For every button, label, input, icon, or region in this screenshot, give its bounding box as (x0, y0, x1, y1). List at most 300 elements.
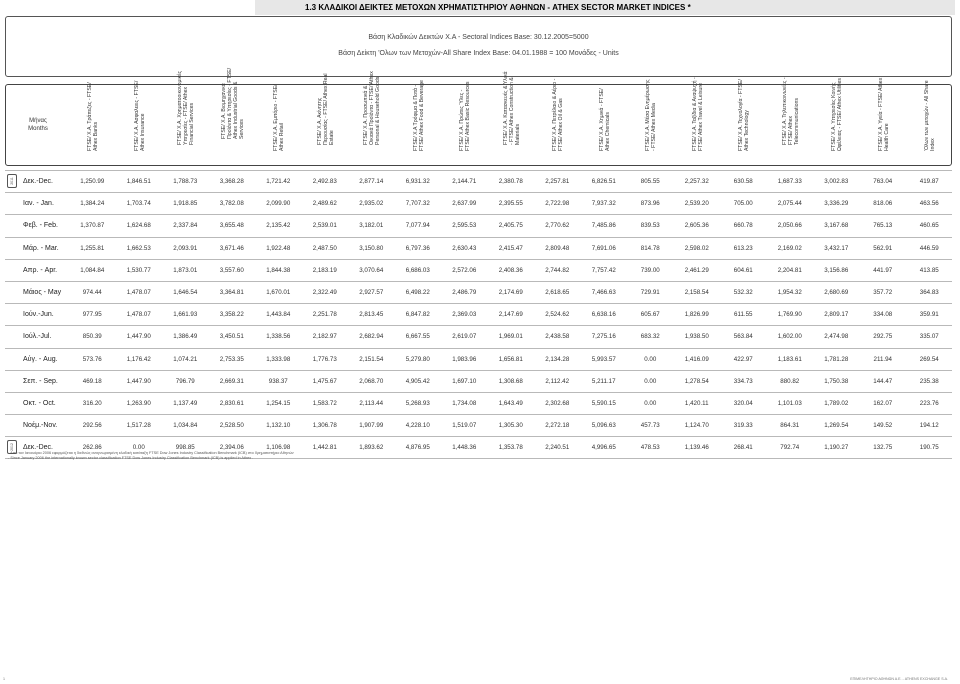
value-cell: 3,167.68 (824, 222, 849, 230)
value-cell: 613.23 (733, 244, 753, 252)
value-cell: 1,132.10 (266, 422, 291, 430)
value-cell: 2,637.99 (452, 200, 477, 208)
column-header (303, 73, 350, 163)
column-header (675, 77, 722, 163)
value-cell: 1,907.99 (359, 422, 384, 430)
value-cell: 796.79 (175, 377, 195, 385)
value-cell: 850.39 (82, 333, 102, 341)
value-cell: 4,876.95 (405, 444, 430, 452)
table-row (5, 392, 952, 414)
value-cell: 1,873.01 (173, 266, 198, 274)
month-cell: Σεπ. - Sep. (23, 377, 58, 385)
value-cell: 413.85 (919, 266, 939, 274)
value-cell: 6,826.51 (591, 178, 616, 185)
table-row (5, 237, 952, 259)
column-header (256, 84, 303, 163)
column-header-label: FTSE/ Χ.Α. Προσωπικά & Οικιακά Προϊόντα - FTSE/ Athex Personal & Household Goods (363, 71, 382, 145)
value-cell: 2,099.90 (266, 200, 291, 208)
value-cell: 630.58 (733, 178, 753, 185)
value-cell: 1,670.01 (266, 288, 291, 296)
value-cell: 478.53 (640, 444, 660, 452)
value-cell: 2,813.45 (359, 311, 384, 319)
value-cell: 1,475.67 (312, 377, 337, 385)
value-cell: 2,369.03 (452, 311, 477, 319)
value-cell: 6,931.32 (405, 178, 430, 185)
value-cell: 839.53 (640, 222, 660, 230)
value-cell: 1,139.46 (684, 444, 709, 452)
value-cell: 1,263.90 (126, 399, 151, 407)
value-cell: 2,182.97 (312, 333, 337, 341)
month-cell: Δεκ.-Dec. (23, 178, 53, 185)
value-cell: 1,893.62 (359, 444, 384, 452)
value-cell: 0.00 (644, 355, 657, 363)
value-cell: 268.41 (733, 444, 753, 452)
year-label: 2011 (10, 177, 14, 185)
value-cell: 144.47 (873, 377, 893, 385)
value-cell: 3,432.17 (824, 244, 849, 252)
value-cell: 149.52 (873, 422, 893, 430)
value-cell: 2,830.61 (219, 399, 244, 407)
value-cell: 5,211.17 (591, 377, 616, 385)
value-cell: 190.75 (919, 444, 939, 452)
value-cell: 3,450.51 (219, 333, 244, 341)
value-cell: 2,135.42 (266, 222, 291, 230)
value-cell: 1,124.70 (684, 422, 709, 430)
value-cell: 0.00 (644, 399, 657, 407)
value-cell: 2,251.78 (312, 311, 337, 319)
column-header (396, 80, 443, 163)
value-cell: 2,680.69 (824, 288, 849, 296)
value-cell: 1,443.84 (266, 311, 291, 319)
value-cell: 2,598.02 (684, 244, 709, 252)
month-cell: Νοέμ.-Nov. (23, 422, 58, 430)
value-cell: 1,183.61 (777, 355, 802, 363)
value-cell: 2,147.69 (498, 311, 523, 319)
value-cell: 2,408.36 (498, 266, 523, 274)
value-cell: 2,744.82 (545, 266, 570, 274)
value-cell: 1,517.28 (126, 422, 151, 430)
value-cell: 4,905.42 (405, 377, 430, 385)
value-cell: 2,395.55 (498, 200, 523, 208)
value-cell: 1,583.72 (312, 399, 337, 407)
month-cell: Αύγ. - Aug. (23, 355, 58, 363)
value-cell: 1,176.42 (126, 355, 151, 363)
value-cell: 977.95 (82, 311, 102, 319)
value-cell: 1,447.90 (126, 333, 151, 341)
value-cell: 5,590.15 (591, 399, 616, 407)
value-cell: 132.75 (873, 444, 893, 452)
column-header-label: FTSE/ Χ.Α. Τράπεζες - FTSE/ Athex Banks (87, 82, 100, 151)
column-header (907, 80, 954, 163)
value-cell: 938.37 (268, 377, 288, 385)
page-title: 1.3 ΚΛΑΔΙΚΟΙ ΔΕΙΚΤΕΣ ΜΕΤΟΧΩΝ ΧΡΗΜΑΤΙΣΤΗΡΙΟΥ ΑΘΗΝΩΝ - ATHEX SECTOR MARKET INDICES * (255, 0, 955, 15)
value-cell: 604.61 (733, 266, 753, 274)
value-cell: 292.75 (873, 333, 893, 341)
column-header (861, 77, 908, 163)
table-row (5, 170, 952, 192)
value-cell: 2,474.98 (824, 333, 849, 341)
value-cell: 2,394.06 (219, 444, 244, 452)
value-cell: 469.18 (82, 377, 102, 385)
column-header-label: 'Ολων των μετοχών - All Share Index (924, 80, 937, 151)
value-cell: 1,697.10 (452, 377, 477, 385)
value-cell: 1,624.68 (126, 222, 151, 230)
value-cell: 998.85 (175, 444, 195, 452)
value-cell: 1,250.99 (80, 178, 105, 185)
value-cell: 660.78 (733, 222, 753, 230)
value-cell: 1,370.87 (80, 222, 105, 230)
value-cell: 611.55 (734, 311, 753, 319)
index-base-box (5, 16, 952, 77)
column-header (70, 82, 117, 163)
value-cell: 739.00 (640, 266, 660, 274)
value-cell: 1,305.30 (498, 422, 523, 430)
value-cell: 1,278.54 (684, 377, 709, 385)
value-cell: 1,074.21 (173, 355, 198, 363)
value-cell: 2,539.01 (312, 222, 337, 230)
column-header-label: FTSE/ Χ.Α. Μέσα Ενημέρωσης - FTSE/ Athex Media (645, 79, 658, 151)
value-cell: 2,809.48 (545, 244, 570, 252)
value-cell: 1,447.90 (126, 377, 151, 385)
value-cell: 2,595.53 (452, 222, 477, 230)
value-cell: 2,183.19 (312, 266, 337, 274)
value-cell: 2,722.98 (545, 200, 570, 208)
value-cell: 3,557.60 (219, 266, 244, 274)
column-header-label: FTSE/ Χ.Α. Υπηρεσίες Κοινής Ωφέλειας - FTSE/ Athex Utilities (831, 78, 844, 151)
table-row (5, 348, 952, 370)
value-cell: 319.33 (733, 422, 753, 430)
value-cell: 1,769.90 (777, 311, 802, 319)
value-cell: 3,182.01 (359, 222, 384, 230)
value-cell: 7,757.42 (591, 266, 616, 274)
column-header (768, 77, 815, 163)
value-cell: 3,070.64 (359, 266, 384, 274)
value-cell: 1,938.50 (684, 333, 709, 341)
month-cell: Ιούν.-Jun. (23, 311, 54, 319)
value-cell: 3,364.81 (219, 288, 244, 296)
value-cell: 2,935.02 (359, 200, 384, 208)
column-header-label: FTSE/ Χ.Α Τρόφιμα & Ποτά - FTSE/ Athex Food & Beverage (412, 80, 425, 151)
value-cell: 1,101.03 (777, 399, 802, 407)
value-cell: 2,257.81 (545, 178, 570, 185)
value-cell: 3,782.08 (219, 200, 244, 208)
value-cell: 1,602.00 (777, 333, 802, 341)
value-cell: 2,113.44 (359, 399, 384, 407)
value-cell: 2,539.20 (684, 200, 709, 208)
value-cell: 5,279.80 (405, 355, 430, 363)
value-cell: 6,797.36 (405, 244, 430, 252)
column-header (117, 80, 164, 163)
column-header-label: FTSE/ Χ.Α. Εμπόριο - FTSE/ Athex Retail (273, 84, 286, 151)
value-cell: 2,322.49 (312, 288, 337, 296)
value-cell: 262.86 (82, 444, 102, 452)
value-cell: 1,338.56 (266, 333, 291, 341)
value-cell: 2,528.50 (219, 422, 244, 430)
value-cell: 2,618.65 (545, 288, 570, 296)
column-header (814, 78, 861, 163)
value-cell: 1,844.38 (266, 266, 291, 274)
value-cell: 818.06 (873, 200, 893, 208)
value-cell: 1,826.99 (684, 311, 709, 319)
value-cell: 2,169.02 (777, 244, 802, 252)
value-cell: 2,753.35 (219, 355, 244, 363)
month-cell: Απρ. - Apr. (23, 266, 58, 274)
value-cell: 1,530.77 (126, 266, 151, 274)
value-cell: 334.08 (873, 311, 893, 319)
value-cell: 1,662.53 (126, 244, 151, 252)
value-cell: 334.73 (733, 377, 753, 385)
value-cell: 705.00 (733, 200, 753, 208)
page-marker: 1 (3, 677, 5, 681)
value-cell: 1,721.42 (266, 178, 291, 185)
value-cell: 1,478.07 (126, 311, 151, 319)
value-cell: 6,667.55 (405, 333, 430, 341)
value-cell: 1,969.01 (498, 333, 523, 341)
value-cell: 2,461.29 (684, 266, 709, 274)
value-cell: 1,384.24 (80, 200, 105, 208)
value-cell: 2,144.71 (452, 178, 477, 185)
note-greek: - Από τον Ιανουάριο 2006 εφαρμόζεται η διεθνώς αναγνωρισμένη κλαδική κατάταξη FTSE Dow Jones Industry Classification Benchmark (ICB) στο Χρηματιστήριο Αθηνών (8, 451, 294, 455)
value-cell: 605.67 (640, 311, 660, 319)
value-cell: 2,877.14 (359, 178, 384, 185)
value-cell: 320.04 (733, 399, 753, 407)
column-header (442, 81, 489, 163)
column-header-label: FTSE/ Χ.Α. Πετρέλαιο & Αέριο - FTSE/ Athex Oil & Gas (552, 78, 565, 151)
value-cell: 364.83 (919, 288, 939, 296)
column-header (210, 67, 257, 163)
value-cell: 2,619.07 (452, 333, 477, 341)
value-cell: 1,922.48 (266, 244, 291, 252)
value-cell: 2,415.47 (498, 244, 523, 252)
value-cell: 2,487.50 (312, 244, 337, 252)
value-cell: 2,809.17 (824, 311, 849, 319)
value-cell: 162.07 (873, 399, 893, 407)
value-cell: 3,150.80 (359, 244, 384, 252)
value-cell: 2,682.94 (359, 333, 384, 341)
value-cell: 1,442.81 (312, 444, 337, 452)
value-cell: 463.56 (919, 200, 939, 208)
value-cell: 1,386.49 (173, 333, 198, 341)
value-cell: 2,630.43 (452, 244, 477, 252)
value-cell: 1,353.78 (498, 444, 523, 452)
value-cell: 3,002.83 (824, 178, 849, 185)
value-cell: 1,789.02 (824, 399, 849, 407)
value-cell: 2,489.62 (312, 200, 337, 208)
all-share-base-text: Βάση Δείκτη 'Ολων των Μετοχών-All Share Index Base: 04.01.1988 = 100 Μονάδες - Units (338, 50, 619, 57)
value-cell: 223.76 (919, 399, 939, 407)
value-cell: 3,336.29 (824, 200, 849, 208)
value-cell: 2,572.06 (452, 266, 477, 274)
value-cell: 763.04 (873, 178, 893, 185)
value-cell: 446.59 (919, 244, 939, 252)
column-header-label: FTSE/ Χ.Α. Ταξίδια & Αναψυχή - FTSE/ Athex Travel & Leisure (691, 77, 704, 151)
note-english: - Since January 2006 the internationally known sector classification FTSE Dow Jones Industry Classification Benchmark (ICB) is applied in Athex . (8, 456, 254, 460)
value-cell: 422.97 (733, 355, 753, 363)
value-cell: 2,927.57 (359, 288, 384, 296)
value-cell: 1,776.73 (312, 355, 337, 363)
value-cell: 1,448.36 (452, 444, 477, 452)
value-cell: 1,084.84 (80, 266, 105, 274)
value-cell: 7,937.32 (591, 200, 616, 208)
value-cell: 211.94 (873, 355, 892, 363)
value-cell: 2,669.31 (219, 377, 244, 385)
value-cell: 2,050.66 (777, 222, 802, 230)
column-header (628, 79, 675, 163)
table-row (5, 414, 952, 436)
value-cell: 2,151.54 (359, 355, 384, 363)
value-cell: 1,750.38 (824, 377, 849, 385)
value-cell: 792.74 (780, 444, 800, 452)
value-cell: 2,075.44 (777, 200, 802, 208)
value-cell: 2,770.62 (545, 222, 570, 230)
value-cell: 2,257.32 (684, 178, 709, 185)
value-cell: 1,254.15 (266, 399, 291, 407)
table-row (5, 303, 952, 325)
column-header (721, 79, 768, 163)
value-cell: 1,734.08 (452, 399, 477, 407)
column-header-label: FTSE/ Χ.Α. Ασφαλειες - FTSE/ Athex Insurance (133, 80, 146, 151)
value-cell: 1,661.93 (173, 311, 198, 319)
value-cell: 2,492.83 (312, 178, 337, 185)
table-body (5, 170, 952, 459)
month-cell: Μάρ. - Mar. (23, 244, 59, 252)
value-cell: 1,306.78 (312, 422, 337, 430)
value-cell: 0.00 (132, 444, 145, 452)
value-cell: 4,996.65 (591, 444, 616, 452)
value-cell: 3,671.46 (219, 244, 244, 252)
value-cell: 2,093.91 (173, 244, 198, 252)
value-cell: 7,077.94 (405, 222, 430, 230)
value-cell: 3,368.28 (219, 178, 244, 185)
value-cell: 292.56 (82, 422, 102, 430)
value-cell: 2,486.79 (452, 288, 477, 296)
month-cell: Ιούλ.-Jul. (23, 333, 52, 341)
value-cell: 2,158.54 (684, 288, 709, 296)
value-cell: 1,656.81 (498, 355, 523, 363)
value-cell: 1,333.98 (266, 355, 291, 363)
year-badge (7, 174, 17, 188)
value-cell: 2,240.51 (545, 444, 570, 452)
value-cell: 1,788.73 (173, 178, 198, 185)
value-cell: 3,156.86 (824, 266, 849, 274)
value-cell: 1,255.81 (80, 244, 105, 252)
value-cell: 1,918.85 (173, 200, 198, 208)
value-cell: 1,781.28 (824, 355, 849, 363)
value-cell: 1,703.74 (126, 200, 151, 208)
footer-text: ΕΠΙΜΕΛΗΤΗΡΙΟ ΑΘΗΝΩΝ Α.Ε. - ATHENS EXCHANGE S.A. (850, 677, 948, 681)
column-header-label: FTSE/ Χ.Α. Βιομηχανικά Προϊόντα & Υπηρεσίες - FTSE/ Athex Industrial Goods & Services (220, 67, 245, 139)
value-cell: 1,137.49 (173, 399, 198, 407)
value-cell: 460.65 (919, 222, 939, 230)
value-cell: 532.32 (733, 288, 753, 296)
value-cell: 2,302.68 (545, 399, 570, 407)
month-header (6, 85, 70, 165)
value-cell: 765.13 (873, 222, 893, 230)
month-cell: Δεκ.-Dec. (23, 444, 53, 452)
column-header-label: FTSE/ Χ.Α. Τεχνολογία - FTSE/ Athex Technology (738, 79, 751, 151)
value-cell: 1,519.07 (452, 422, 477, 430)
value-cell: 1,646.54 (173, 288, 198, 296)
table-row (5, 281, 952, 303)
value-cell: 1,983.96 (452, 355, 477, 363)
month-header-gr: Μήνας (29, 118, 47, 124)
sector-indices-table (5, 67, 952, 459)
value-cell: 2,272.18 (545, 422, 570, 430)
value-cell: 814.78 (640, 244, 660, 252)
value-cell: 1,687.33 (777, 178, 802, 185)
value-cell: 683.32 (640, 333, 660, 341)
value-cell: 2,174.69 (498, 288, 523, 296)
value-cell: 4,228.10 (405, 422, 430, 430)
value-cell: 873.96 (640, 200, 660, 208)
value-cell: 2,438.58 (545, 333, 570, 341)
column-header-label: FTSE/ Χ.Α. Κατασκευές & Υλικά - FTSE/ Athex Construction & Materials (502, 71, 521, 145)
value-cell: 269.54 (919, 355, 939, 363)
value-cell: 2,405.75 (498, 222, 523, 230)
value-cell: 5,993.57 (591, 355, 616, 363)
table-row (5, 259, 952, 281)
column-header (349, 71, 396, 163)
value-cell: 1,106.98 (266, 444, 291, 452)
value-cell: 2,337.84 (173, 222, 198, 230)
value-cell: 1,846.51 (126, 178, 151, 185)
column-header-label: FTSE/ Χ.Α. Χημικά - FTSE/ Athex Chemicals (598, 88, 611, 151)
value-cell: 194.12 (919, 422, 939, 430)
column-header-label: FTSE/ Χ.Α. Χρηματοοικονομικές Υπηρεσίες - FTSE/ Athex Financial Services (177, 70, 196, 145)
value-cell: 316.20 (82, 399, 102, 407)
column-header (582, 87, 629, 163)
value-cell: 3,358.22 (219, 311, 244, 319)
column-header-label: FTSE/ Χ.Α. Υγεία - FTSE/ Athex Health Care (877, 77, 890, 151)
value-cell: 419.87 (919, 178, 939, 185)
value-cell: 7,691.06 (591, 244, 616, 252)
value-cell: 864.31 (780, 422, 800, 430)
month-cell: Ιαν. - Jan. (23, 200, 54, 208)
value-cell: 2,068.70 (359, 377, 384, 385)
value-cell: 441.97 (873, 266, 893, 274)
value-cell: 2,605.36 (684, 222, 709, 230)
value-cell: 805.55 (640, 178, 660, 185)
value-cell: 6,686.03 (405, 266, 430, 274)
column-header-label: FTSE/ Χ.Α. Πρώτες Ύλες - FTSE/ Athex Basic Resources (459, 81, 472, 151)
value-cell: 2,524.62 (545, 311, 570, 319)
table-row (5, 214, 952, 236)
value-cell: 562.91 (873, 244, 893, 252)
value-cell: 7,275.16 (591, 333, 616, 341)
value-cell: 7,466.63 (591, 288, 616, 296)
value-cell: 2,134.28 (545, 355, 570, 363)
value-cell: 0.00 (644, 377, 657, 385)
month-header-en: Months (28, 126, 48, 132)
value-cell: 1,034.84 (173, 422, 198, 430)
column-header-label: FTSE/ Χ.Α. Ακίνητης Περιουσίας - FTSE/ Athex Real Estate (316, 73, 335, 145)
value-cell: 974.44 (82, 288, 102, 296)
table-row (5, 370, 952, 392)
month-cell: Μάιος - May (23, 288, 62, 296)
value-cell: 1,954.32 (777, 288, 802, 296)
value-cell: 1,269.54 (824, 422, 849, 430)
value-cell: 359.91 (919, 311, 939, 319)
value-cell: 729.91 (640, 288, 660, 296)
value-cell: 6,498.22 (405, 288, 430, 296)
value-cell: 1,420.11 (684, 399, 709, 407)
value-cell: 7,485.86 (591, 222, 616, 230)
value-cell: 880.82 (780, 377, 800, 385)
value-cell: 6,638.16 (591, 311, 616, 319)
footnotes (8, 451, 294, 461)
value-cell: 2,380.78 (498, 178, 523, 185)
table-row (5, 192, 952, 214)
